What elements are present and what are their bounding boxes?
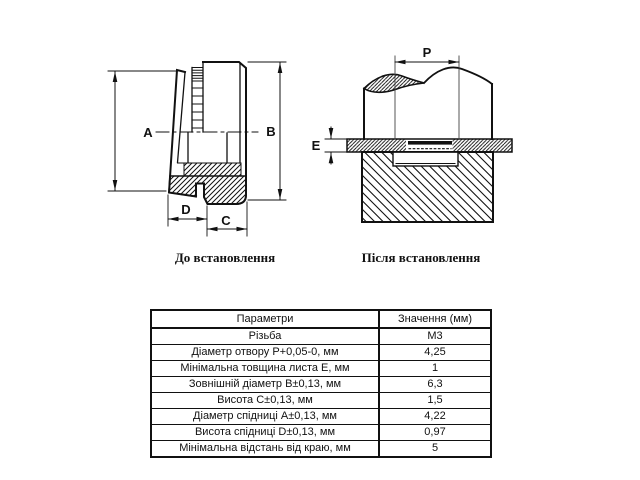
nut-shoulder-section (184, 163, 241, 176)
param-value: 5 (379, 441, 491, 458)
table-header-row (151, 310, 491, 328)
table-row (151, 377, 491, 393)
header-value: Значення (мм) (379, 310, 491, 328)
table-row (151, 409, 491, 425)
param-name: Мінімальна відстань від краю, мм (151, 441, 379, 458)
param-name: Висота спідниці D±0,13, мм (151, 425, 379, 441)
table-row (151, 328, 491, 345)
sheet-section (347, 139, 512, 152)
table-row (151, 393, 491, 409)
table-row (151, 361, 491, 377)
table-row (151, 441, 491, 458)
param-name: Діаметр спідниці A±0,13, мм (151, 409, 379, 425)
param-name: Діаметр отвору P+0,05-0, мм (151, 345, 379, 361)
nut-flange-section (169, 176, 246, 204)
param-value: M3 (379, 328, 491, 345)
param-name: Мінімальна товщина листа E, мм (151, 361, 379, 377)
caption-before-installation: До встановлення (174, 250, 276, 265)
dim-label-a: A (143, 125, 153, 140)
param-name: Висота C±0,13, мм (151, 393, 379, 409)
before-installation-view (108, 62, 286, 236)
param-value: 0,97 (379, 425, 491, 441)
dim-label-p: P (422, 45, 432, 60)
dimension-e (325, 127, 349, 164)
param-value: 4,22 (379, 409, 491, 425)
table-row (151, 425, 491, 441)
table-row (151, 345, 491, 361)
param-value: 1,5 (379, 393, 491, 409)
header-parameter: Параметри (151, 310, 379, 328)
param-name: Зовнішній діаметр B±0,13, мм (151, 377, 379, 393)
dim-label-c: C (221, 213, 231, 228)
break-cut-section (364, 74, 424, 92)
dim-label-b: B (266, 124, 276, 139)
after-installation-view (312, 45, 512, 222)
parameters-table (150, 309, 492, 458)
dim-label-d: D (181, 202, 191, 217)
caption-after-installation: Після встановлення (361, 250, 481, 265)
dim-label-e: E (311, 138, 321, 153)
param-value: 1 (379, 361, 491, 377)
thread-marks (192, 62, 203, 132)
fastener-shank (364, 67, 492, 139)
clinched-flange (408, 141, 452, 145)
param-name: Різьба (151, 328, 379, 345)
param-value: 4,25 (379, 345, 491, 361)
param-value: 6,3 (379, 377, 491, 393)
